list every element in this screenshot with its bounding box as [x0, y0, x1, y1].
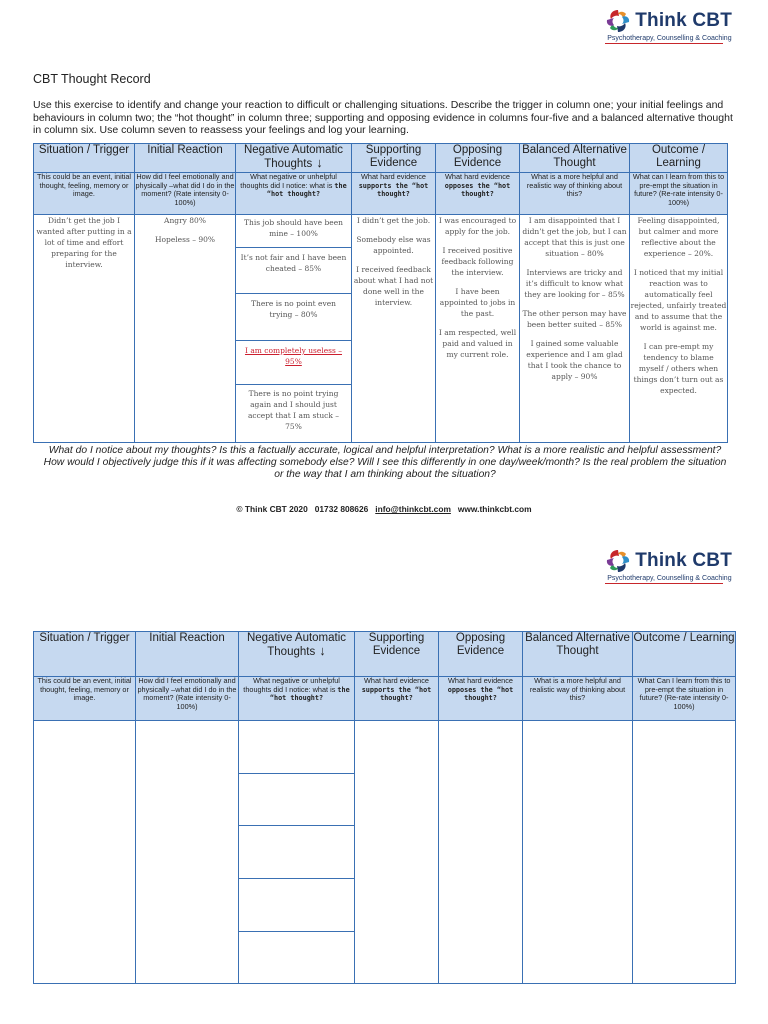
swirl-logo-icon [605, 548, 631, 574]
desc-opposing: What hard evidence opposes the “hot thought? [436, 173, 520, 215]
header-situation: Situation / Trigger [34, 144, 135, 173]
page-title: CBT Thought Record [33, 72, 151, 86]
header-negative-automatic-thoughts: Negative Automatic Thoughts ↓ [236, 144, 352, 173]
blank-outcome-cell[interactable] [633, 721, 736, 984]
logo [605, 548, 732, 584]
header-outcome-learning: Outcome / Learning [630, 144, 728, 173]
hot-thought-item: I am completely useless – 95% [236, 341, 351, 385]
blank-nat-slot[interactable] [239, 721, 354, 774]
nat-item: It’s not fair and I have been cheated – 85% [236, 248, 351, 294]
desc-outcome: What Can I learn from this to pre-empt the situation in future? (Re-rate intensity 0-100%) [633, 677, 736, 721]
blank-nat-slot[interactable] [239, 879, 354, 932]
blank-nat-slot[interactable] [239, 932, 354, 983]
desc-balanced: What is a more helpful and realistic way of thinking about this? [520, 173, 630, 215]
example-balanced: I am disappointed that I didn’t get the job, but I can accept that this is just one situation – 80% Interviews are tricky and it’s difficult to know what they are looking for – 85% The other person may have been better suited – 85% I gained some valuable experience and I am glad that I took the chance to apply – 90% [520, 215, 630, 443]
down-arrow-icon: ↓ [316, 154, 323, 170]
brand-name: Think CBT [635, 10, 732, 31]
brand-rule [605, 583, 723, 584]
down-arrow-icon: ↓ [319, 642, 326, 658]
nat-item: This job should have been mine – 100% [236, 215, 351, 248]
blank-initial-reaction-cell[interactable] [136, 721, 239, 984]
example-thought-record-table [33, 143, 728, 443]
header-outcome-learning: Outcome / Learning [633, 632, 736, 677]
blank-opposing-cell[interactable] [439, 721, 523, 984]
brand-tagline: Psychotherapy, Counselling & Coaching [607, 575, 732, 582]
desc-outcome: What can I learn from this to pre-empt the situation in future? (Re-rate intensity 0-100%) [630, 173, 728, 215]
email-link[interactable]: info@thinkcbt.com [375, 504, 451, 514]
example-initial-reaction: Angry 80% Hopeless – 90% [135, 215, 236, 443]
footer: © Think CBT 2020 01732 808626 info@thinkcbt.com www.thinkcbt.com [236, 504, 532, 514]
header-opposing-evidence: Opposing Evidence [439, 632, 523, 677]
header-supporting-evidence: Supporting Evidence [355, 632, 439, 677]
desc-opposing: What hard evidence opposes the “hot thought? [439, 677, 523, 721]
header-initial-reaction: Initial Reaction [135, 144, 236, 173]
desc-nat: What negative or unhelpful thoughts did I notice: what is the “hot thought? [236, 173, 352, 215]
desc-initial-reaction: How did I feel emotionally and physically –what did I do in the moment? (Rate intensity 0-100%) [135, 173, 236, 215]
header-initial-reaction: Initial Reaction [136, 632, 239, 677]
example-situation: Didn’t get the job I wanted after putting in a lot of time and effort preparing for the interview. [34, 215, 135, 443]
desc-situation: This could be an event, initial thought, feeling, memory or image. [34, 677, 136, 721]
blank-supporting-cell[interactable] [355, 721, 439, 984]
example-opposing: I was encouraged to apply for the job. I received positive feedback following the interview. I have been appointed to jobs in the past. I am respected, well paid and valued in my current role. [436, 215, 520, 443]
brand-rule [605, 43, 723, 44]
header-situation: Situation / Trigger [34, 632, 136, 677]
blank-nat-slot[interactable] [239, 826, 354, 879]
example-nat [236, 215, 352, 443]
website-link[interactable]: www.thinkcbt.com [457, 504, 532, 514]
blank-situation-cell[interactable] [34, 721, 136, 984]
desc-initial-reaction: How did I feel emotionally and physically –what did I do in the moment? (Rate intensity 0-100%) [136, 677, 239, 721]
swirl-logo-icon [605, 8, 631, 34]
nat-item: There is no point even trying – 80% [236, 294, 351, 341]
desc-supporting: What hard evidence supports the “hot thought? [355, 677, 439, 721]
header-opposing-evidence: Opposing Evidence [436, 144, 520, 173]
nat-item: There is no point trying again and I should just accept that I am stuck – 75% [247, 389, 340, 431]
header-negative-automatic-thoughts: Negative Automatic Thoughts ↓ [239, 632, 355, 677]
example-supporting: I didn’t get the job. Somebody else was appointed. I received feedback about what I had not done well in the interview. [352, 215, 436, 443]
example-outcome: Feeling disappointed, but calmer and more reflective about the experience – 20%. I noticed that my initial reaction was to automatically feel rejected, unfairly treated and to assume that the world is against me. I can pre-empt my tendency to blame myself / others when things don’t turn out as expected. [630, 215, 728, 443]
desc-nat: What negative or unhelpful thoughts did I notice: what is the “hot thought? [239, 677, 355, 721]
blank-balanced-cell[interactable] [523, 721, 633, 984]
blank-nat-slot[interactable] [239, 774, 354, 826]
blank-thought-record-table [33, 631, 736, 984]
desc-supporting: What hard evidence supports the “hot thought? [352, 173, 436, 215]
logo [605, 8, 732, 44]
brand-name: Think CBT [635, 550, 732, 571]
header-balanced-thought: Balanced Alternative Thought [520, 144, 630, 173]
reflection-questions: What do I notice about my thoughts? Is this a factually accurate, logical and helpful interpretation? What is a more realistic and helpful assessment? How would I objectively judge this if it was affecting somebody else? Will I see this differently in one day/week/month? Is the real problem the situation or the way that I am thinking about the situation? [43, 445, 727, 481]
desc-balanced: What is a more helpful and realistic way of thinking about this? [523, 677, 633, 721]
header-supporting-evidence: Supporting Evidence [352, 144, 436, 173]
intro-text: Use this exercise to identify and change your reaction to difficult or challenging situations. Describe the trigger in column one; your initial feelings and behaviours in column two; the “hot thought” in column three; supporting and opposing evidence in columns four-five and a balanced alternative thought in column six. Use column seven to reassess your feelings and log your learning. [33, 99, 733, 136]
desc-situation: This could be an event, initial thought, feeling, memory or image. [34, 173, 135, 215]
blank-nat-cell [239, 721, 355, 984]
brand-tagline: Psychotherapy, Counselling & Coaching [607, 35, 732, 42]
header-balanced-thought: Balanced Alternative Thought [523, 632, 633, 677]
